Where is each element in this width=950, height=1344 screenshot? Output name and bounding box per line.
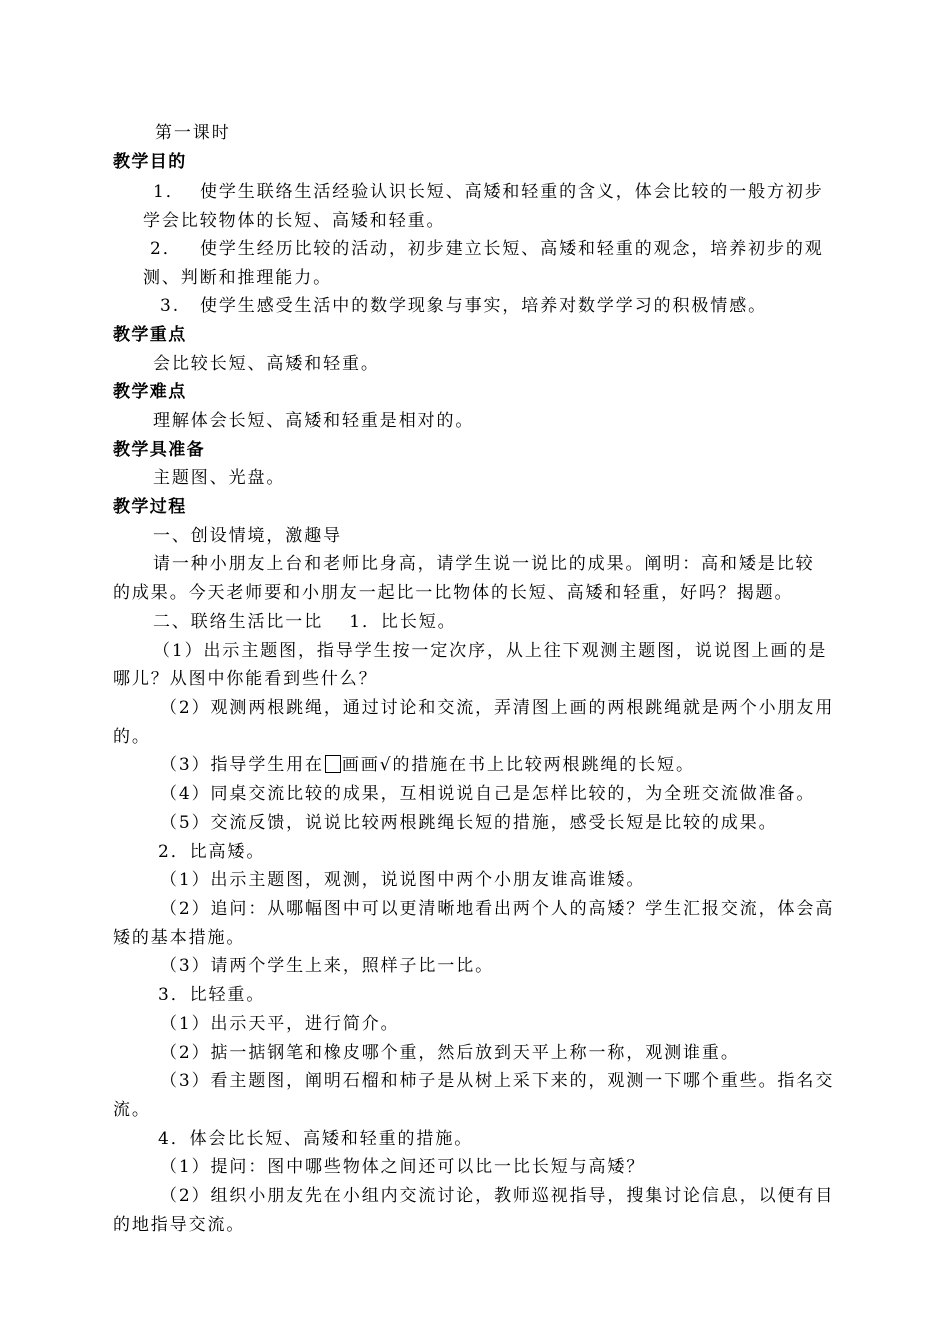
process-line: （1）出示主题图，指导学生按一定次序，从上往下观测主题图，说说图上画的是 — [153, 641, 828, 661]
objective-1-line-1: 使学生联络生活经验认识长短、高矮和轻重的含义，体会比较的一般方初步 — [200, 182, 824, 202]
process-line: 的成果。今天老师要和小朋友一起比一比物体的长短、高矮和轻重，好吗？揭题。 — [113, 583, 794, 603]
difficulties-text: 理解体会长短、高矮和轻重是相对的。 — [153, 411, 475, 431]
process-line: （1）出示主题图，观测，说说图中两个小朋友谁高谁矮。 — [160, 870, 646, 890]
process-line: （3）请两个学生上来，照样子比一比。 — [160, 956, 495, 976]
process-line: （2）组织小朋友先在小组内交流讨论，教师巡视指导，搜集讨论信息，以便有目 — [160, 1186, 835, 1206]
objective-2-line-2: 测、判断和推理能力。 — [143, 268, 332, 288]
objective-3-number: 3. — [160, 296, 181, 316]
heading-key-points: 教学重点 — [113, 325, 187, 345]
process-line: 一、创设情境，激趣导 — [153, 526, 342, 546]
process-line: 2．比高矮。 — [158, 842, 266, 862]
objective-2-line-1: 使学生经历比较的活动，初步建立长短、高矮和轻重的观念，培养初步的观 — [200, 239, 824, 259]
materials-text: 主题图、光盘。 — [153, 468, 286, 488]
process-line: 3．比轻重。 — [158, 985, 266, 1005]
heading-objectives: 教学目的 — [113, 152, 187, 172]
process-line: 哪儿？从图中你能看到些什么？ — [113, 669, 378, 689]
objective-1-number: 1． — [153, 182, 185, 202]
key-points-text: 会比较长短、高矮和轻重。 — [153, 354, 380, 374]
process-line: （1）出示天平，进行简介。 — [160, 1014, 400, 1034]
process-line: 的地指导交流。 — [113, 1215, 246, 1235]
objective-2-number: 2． — [150, 239, 182, 259]
process-line: （1）提问：图中哪些物体之间还可以比一比长短与高矮？ — [160, 1157, 646, 1177]
heading-process: 教学过程 — [113, 497, 187, 517]
process-line: （2）观测两根跳绳，通过讨论和交流，弄清图上画的两根跳绳就是两个小朋友用 — [160, 698, 835, 718]
process-line: （2）追问：从哪幅图中可以更清晰地看出两个人的高矮？学生汇报交流，体会高 — [160, 899, 835, 919]
heading-materials: 教学具准备 — [113, 440, 205, 460]
blank-box-icon — [325, 755, 341, 773]
process-line: （3）看主题图，阐明石榴和柿子是从树上采下来的，观测一下哪个重些。指名交 — [160, 1071, 835, 1091]
process-line: （5）交流反馈，说说比较两根跳绳长短的措施，感受长短是比较的成果。 — [160, 813, 778, 833]
process-line: 的。 — [113, 727, 151, 747]
process-line: 4．体会比长短、高矮和轻重的措施。 — [158, 1129, 474, 1149]
objective-3-line-1: 使学生感受生活中的数学现象与事实，培养对数学学习的积极情感。 — [200, 296, 767, 316]
heading-difficulties: 教学难点 — [113, 382, 187, 402]
process-line: 流。 — [113, 1100, 151, 1120]
process-line: 矮的基本措施。 — [113, 928, 246, 948]
process-line: 二、联络生活比一比 1．比长短。 — [153, 612, 457, 632]
process-line: （2）掂一掂钢笔和橡皮哪个重，然后放到天平上称一称，观测谁重。 — [160, 1043, 740, 1063]
process-line-with-box: （3）指导学生用在 画画√的措施在书上比较两根跳绳的长短。 — [160, 755, 695, 775]
process-line: 请一种小朋友上台和老师比身高，请学生说一说比的成果。阐明：高和矮是比较 — [153, 554, 815, 574]
objective-1-line-2: 学会比较物体的长短、高矮和轻重。 — [143, 211, 446, 231]
lesson-title: 第一课时 — [155, 123, 231, 143]
process-line: （4）同桌交流比较的成果，互相说说自己是怎样比较的，为全班交流做准备。 — [160, 784, 816, 804]
